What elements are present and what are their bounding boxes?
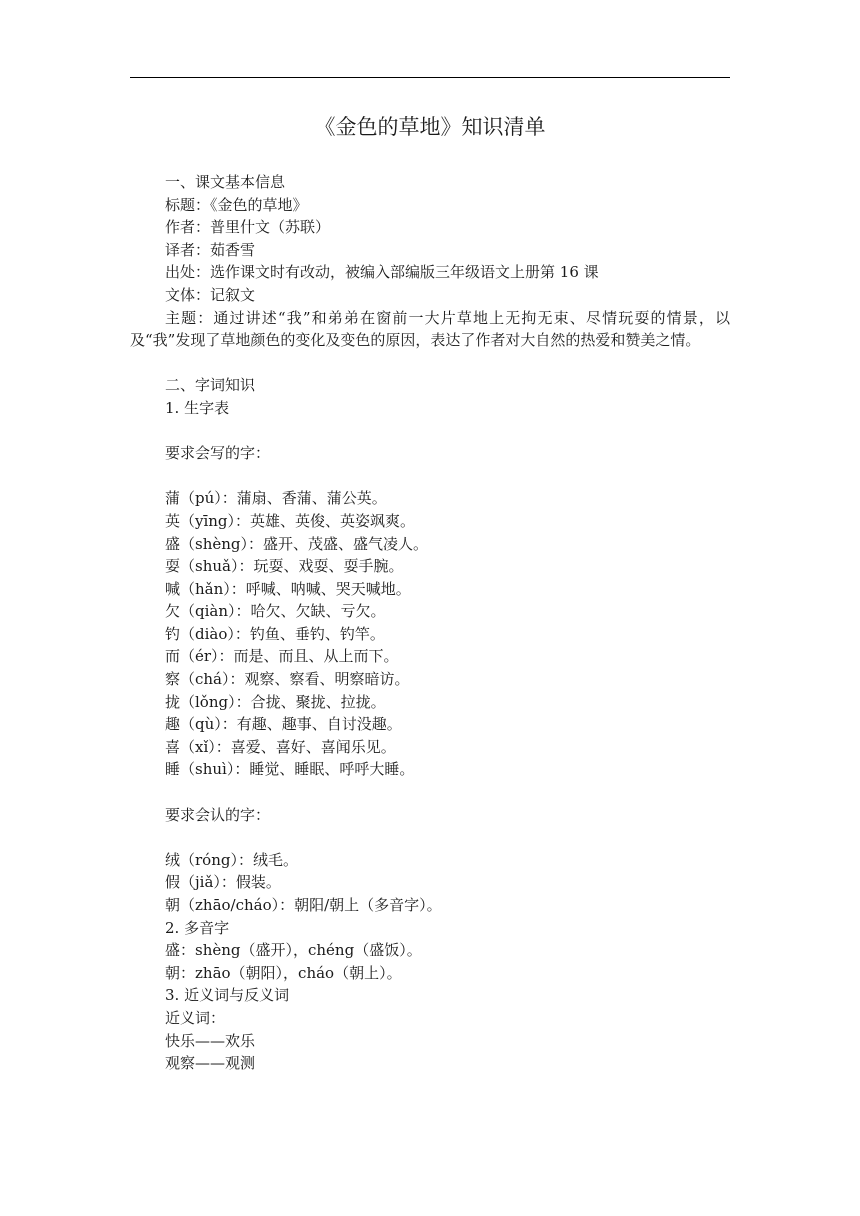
list-item: 喊（hǎn）：呼喊、呐喊、哭天喊地。: [165, 579, 411, 598]
list-item: 朝（zhāo/cháo）：朝阳/朝上（多音字）。: [165, 896, 442, 914]
spacer: [130, 781, 730, 804]
subsection-heading: 3. 近义词与反义词: [165, 986, 290, 1005]
info-line: 出处：选作课文时有改动，被编入部编版三年级语文上册第 16 课: [165, 263, 599, 282]
theme-paragraph: 主题：通过讲述“我”和弟弟在窗前一大片草地上无拘无束、尽情玩耍的情景，以及“我”发现了草地颜色的变化及变色的原因，表达了作者对大自然的热爱和赞美之情。: [130, 308, 730, 350]
spacer: [130, 420, 730, 443]
list-item: 假（jiǎ）：假装。: [165, 873, 281, 892]
document-body: [130, 171, 730, 1075]
list-label: 要求会写的字：: [165, 444, 271, 463]
list-item: 朝：zhāo（朝阳），cháo（朝上）。: [165, 963, 402, 982]
list-item: 趣（qù）：有趣、趣事、自讨没趣。: [165, 715, 402, 734]
list-label: 近义词：: [165, 1008, 226, 1027]
list-item: 观察——观测: [165, 1054, 256, 1073]
subsection-heading: 2. 多音字: [165, 918, 230, 937]
info-line: 标题：《金色的草地》: [165, 195, 308, 214]
list-item: 睡（shuì）：睡觉、睡眠、呼呼大睡。: [165, 760, 415, 779]
info-line: 作者：普里什文（苏联）: [165, 218, 331, 237]
list-item: 英（yīng）：英雄、英俊、英姿飒爽。: [165, 511, 416, 530]
list-item: 喜（xǐ）：喜爱、喜好、喜闻乐见。: [165, 737, 396, 756]
list-item: 蒲（pú）：蒲扇、香蒲、蒲公英。: [165, 489, 387, 508]
list-item: 察（chá）：观察、察看、明察暗访。: [165, 670, 410, 689]
section-heading: 二、字词知识: [165, 376, 256, 395]
subsection-heading: 1. 生字表: [165, 398, 230, 417]
list-item: 钓（diào）：钓鱼、垂钓、钓竿。: [165, 624, 385, 643]
document-title: 《金色的草地》知识清单: [314, 115, 546, 139]
info-line: 文体：记叙文: [165, 285, 256, 304]
spacer: [130, 352, 730, 375]
list-item: 耍（shuǎ）：玩耍、戏耍、耍手腕。: [165, 557, 404, 576]
list-item: 快乐——欢乐: [165, 1031, 256, 1050]
info-line: 译者：茹香雪: [165, 240, 256, 259]
list-item: 拢（lǒng）：合拢、聚拢、拉拢。: [165, 692, 386, 711]
list-item: 盛（shèng）：盛开、茂盛、盛气凌人。: [165, 534, 428, 553]
list-item: 绒（róng）：绒毛。: [165, 850, 298, 869]
list-item: 欠（qiàn）：哈欠、欠缺、亏欠。: [165, 602, 386, 621]
list-item: 盛：shèng（盛开），chéng（盛饭）。: [165, 941, 422, 960]
header-rule: [130, 77, 730, 78]
list-label: 要求会认的字：: [165, 805, 271, 824]
section-heading: 一、课文基本信息: [165, 173, 286, 191]
spacer: [130, 465, 730, 488]
list-item: 而（ér）：而是、而且、从上而下。: [165, 647, 399, 666]
spacer: [130, 826, 730, 849]
